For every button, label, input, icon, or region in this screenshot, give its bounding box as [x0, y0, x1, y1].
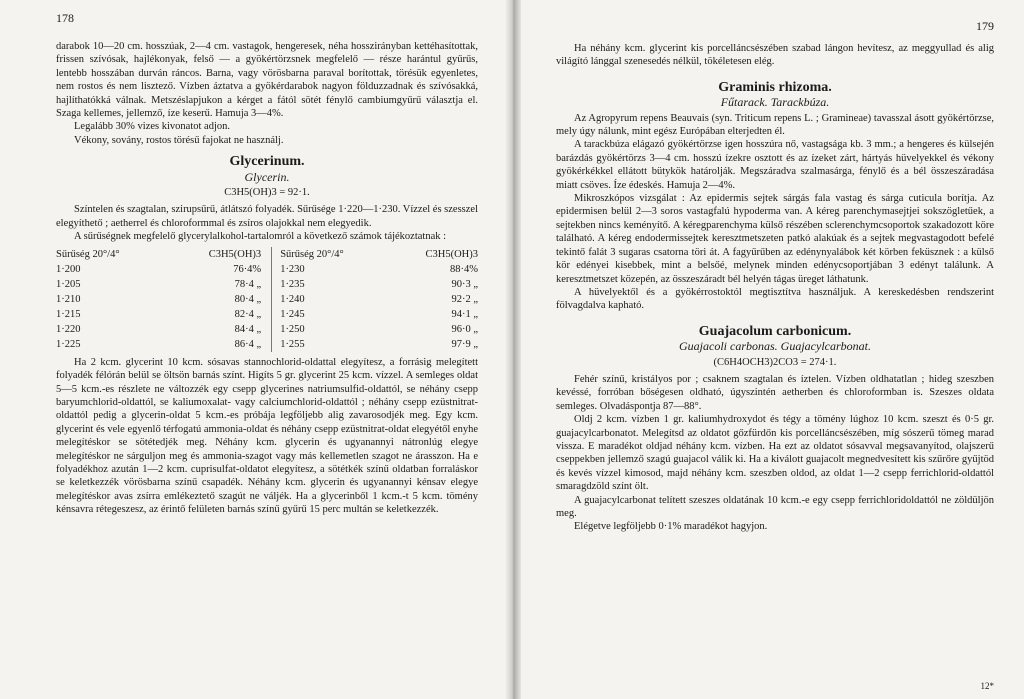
table-divider [272, 337, 281, 352]
table-row [56, 307, 478, 322]
glycerinum-formula: C3H5(OH)3 = 92·1. [224, 187, 310, 199]
graminis-subtitle: Fűtarack. Tarackbúza. [720, 95, 830, 110]
content-value-left: 84·4 „ [234, 323, 262, 335]
book-gutter [505, 0, 521, 699]
content-value-right: 88·4% [450, 263, 478, 275]
guajacolum-subtitle: Guajacoli carbonas. Guajacylcarbonat. [679, 339, 871, 354]
content-value-left: 86·4 „ [234, 338, 262, 350]
density-header-right: Sűrűség 20°/4° [280, 248, 344, 260]
density-value-left: 1·210 [56, 293, 81, 305]
graminis-title: Graminis rhizoma. [718, 79, 832, 95]
table-divider [272, 322, 281, 337]
left-page [56, 0, 478, 699]
content-value-right: 94·1 „ [451, 308, 478, 320]
density-value-left: 1·220 [56, 323, 81, 335]
guajacolum-paragraph-3: A guajacylcarbonat telített szeszes oldatának 10 kcm.-e egy csepp ferrichloridoldattól ne zöldüljön meg. [556, 494, 994, 519]
graminis-paragraph-3: Mikroszkópos vizsgálat : Az epidermis sejtek sárgás fala vastag és sárga cuticula borítja. Az epidermisen belül 2—3 soros vastagfalú hypoderma van. A kéreg parenchymasejtjei sokszögletűek, a sejtekben nincs keményítő. A kéregparenchyma külső részében sclerenchymcsoportok szakadozott köre található. A kéreg endodermissejtek keresztmetszeten patkó alakúak és a sejtek megvastagodott befelé tekintő falát 3 sugaras csatorna töri át. A fagyűrűben az edénynyalábok két körben feküsznek : a külső kör edényei kisebbek, mint a belsőé, melynek minden edénycsoportjában 3 edényt találunk. A keresztmetszet közepén, az összeszáradt bél helyén tágas üreget láthatunk. [556, 193, 994, 285]
density-value-left: 1·200 [56, 263, 81, 275]
density-table [56, 247, 478, 352]
page-number-left: 178 [56, 11, 74, 25]
density-header-left: Sűrűség 20°/4° [56, 248, 120, 260]
content-value-left: 80·4 „ [234, 293, 262, 305]
left-intro-paragraph: darabok 10—20 cm. hosszúak, 2—4 cm. vastagok, hengeresek, néha hosszirányban kettéhasítottak, frissen szívósak, hajlékonyak, felső — a gyökértörzsnek megfelelő — része harántul gyűrűs, lentebb hosszában durván ráncos. Barna, vagy vörösbarna paraval borítottak, törésük egyenletes, nem rostos és nem lisztező. Vízben áztatva a gyökérdarabok nagyon földuzzadnak és szívósakká, hajlíthatókká válnak. Metszéslapjukon a kérget a fától sötét fénylő cambiumgyűrű választja el. Szaga kellemes, jellemző, íze keserű. Hamuja 3—4%. [56, 41, 478, 120]
right-intro-paragraph: Ha néhány kcm. glycerint kis porcelláncsészében szabad lángon hevítesz, az meggyullad és alig világító lánggal szenesedés nélkül, tökéletesen elég. [556, 43, 994, 68]
guajacolum-formula: (C6H4OCH3)2CO3 = 274·1. [713, 356, 837, 368]
density-value-right: 1·250 [280, 323, 305, 335]
glycerinum-test-paragraph: Ha 2 kcm. glycerint 10 kcm. sósavas stannochlorid-oldattal elegyítesz, a forrásig melegített folyadék félórán belül se öltsön barnás színt. Higíts 5 gr. glycerint 25 kcm. vízzel. A semleges oldat 5—5 kcm.-es részlete ne változzék egy csepp glycerines natriumsulfid-oldattól, se néhány csepp baryumchlorid-oldattól, se kaliumoxalat- vagy calciumchlorid-oldattól ; néhány csepp ezüstnitrat-oldattól pedig a glycerin-oldat 5 kcm.-es próbája legföljebb alig zavarosodjék meg. Egy kcm. glycerint és vele egyenlő térfogatú ammonia-oldat és néhány csepp ezüstnitrat-oldat elegyétől enyhe melegítéskor se sötétedjék meg. Néhány kcm. glycerin és ugyanannyi nátronlúg elegye melegítéskor ne sárguljon meg és ammonia-szagot vagy más kellemetlen szagot ne árasszon. Ha e folyadékhoz azután 1—2 kcm. cuprisulfat-oldatot elegyítesz, a sötétkék színű oldatban forraláskor se keletkezzék vörösbarna színű csapadék. Néhány kcm. glycerin és ugyanannyi kénsav elegye melegítéskor avas zsírra emlékeztető szagút ne váljék. Ha a glycerinből 1 kcm.-t 5 kcm. tömény kénsavra rétegeszesz, az érintő felületen barnás színű gyűrű 15 perc multán se keletkezzék. [56, 356, 478, 516]
graminis-paragraph-1: Az Agropyrum repens Beauvais (syn. Triticum repens L. ; Gramineae) tavasszal ásott gyökértörzse, mely úgy nálunk, mint egész Európában elterjedten él. [556, 112, 994, 138]
content-value-right: 96·0 „ [451, 323, 478, 335]
content-value-right: 97·9 „ [451, 338, 478, 350]
left-ash-line: Legalább 30% vizes kivonatot adjon. [74, 121, 230, 133]
guajacolum-paragraph-2: Oldj 2 kcm. vízben 1 gr. kaliumhydroxydot és tégy a tömény lúghoz 10 kcm. szeszt és 0·5 gr. guajacylcarbonatot. Melegítsd az oldatot gőzfürdőn kis porcelláncsészében, míg sószerű tömeg marad vissza. E maradékot oldjad néhány kcm. vízben. Ha ezt az oldatot sósavval megsavanyítod, olajszerű cseppekben jellemző szagú guajacol válik ki. Ha a kiválott guajacolt megnedvesített kis szűrőre gyűjtöd és kevés vízzel kimosod, majd néhány kcm. szeszben oldod, az oldat 1—2 csepp ferrichlorid-oldattól smaragdzöld színt ölt. [556, 414, 994, 493]
density-value-right: 1·255 [280, 338, 305, 350]
guajacolum-title: Guajacolum carbonicum. [698, 323, 852, 339]
table-divider [272, 262, 281, 277]
density-value-right: 1·235 [280, 278, 305, 290]
content-header-right: C3H5(OH)3 [425, 248, 478, 260]
glycerinum-table-intro: A sűrűségnek megfelelő glycerylalkohol-tartalomról a következő számok tájékoztatnak : [74, 231, 447, 243]
glycerinum-description: Színtelen és szagtalan, szirupsűrű, átlátszó folyadék. Sűrűsége 1·220—1·230. Vízzel és szesszel elegyíthető ; aetherrel és chloroformmal és zsíros olajokkal nem elegyedik. [56, 204, 478, 229]
right-page [556, 0, 994, 699]
content-value-left: 82·4 „ [234, 308, 262, 320]
graminis-paragraph-4: A hüvelyektől és a gyökérrostoktól megtisztítva használjuk. A kereskedésben rendszerint fölvagdalva kapható. [556, 286, 994, 312]
guajacolum-paragraph-1: Fehér színű, kristályos por ; csaknem szagtalan és íztelen. Vízben oldhatatlan ; hideg szeszben kevéssé, forróban bőségesen oldható, úgyszintén aetherben és chloroformban is. Szeszes oldata semleges. Olvadáspontja 87—88°. [556, 373, 994, 412]
table-divider [272, 247, 281, 262]
table-row [56, 262, 478, 277]
density-value-right: 1·230 [280, 263, 305, 275]
content-header-left: C3H5(OH)3 [208, 248, 262, 260]
density-value-left: 1·215 [56, 308, 81, 320]
table-row [56, 277, 478, 292]
content-value-left: 78·4 „ [234, 278, 262, 290]
table-row [56, 337, 478, 352]
density-table-header [56, 247, 478, 262]
density-value-right: 1·245 [280, 308, 305, 320]
density-value-right: 1·240 [280, 293, 305, 305]
content-value-right: 92·2 „ [451, 293, 478, 305]
table-divider [272, 277, 281, 292]
content-value-left: 76·4% [233, 263, 262, 275]
left-thin-line: Vékony, sovány, rostos törésű fajokat ne használj. [74, 134, 284, 146]
table-divider [272, 292, 281, 307]
table-row [56, 292, 478, 307]
table-row [56, 322, 478, 337]
graminis-paragraph-2: A tarackbúza elágazó gyökértörzse igen hosszúra nő, vastagsága kb. 3 mm.; a hengeres és külsején barázdás gyökértörzs 3—4 cm. hosszú ízekre osztott és az ízeket zárt, hártyás hüvelyekkel és vékony gyökérkékkel ellátott bütykök határolják. Megszáradva szalmasárga, fénylő és a bél összeszáradása miatt csöves. Íze édeskés. Hamuja 2—4%. [556, 139, 994, 191]
density-value-left: 1·205 [56, 278, 81, 290]
glycerinum-title: Glycerinum. [229, 154, 305, 170]
table-divider [272, 307, 281, 322]
density-value-left: 1·225 [56, 338, 81, 350]
glycerinum-subtitle: Glycerin. [244, 169, 290, 184]
signature-mark: 12* [980, 680, 994, 691]
content-value-right: 90·3 „ [451, 278, 478, 290]
guajacolum-paragraph-4: Elégetve legföljebb 0·1% maradékot hagyjon. [574, 521, 768, 533]
page-number-right: 179 [976, 19, 994, 33]
